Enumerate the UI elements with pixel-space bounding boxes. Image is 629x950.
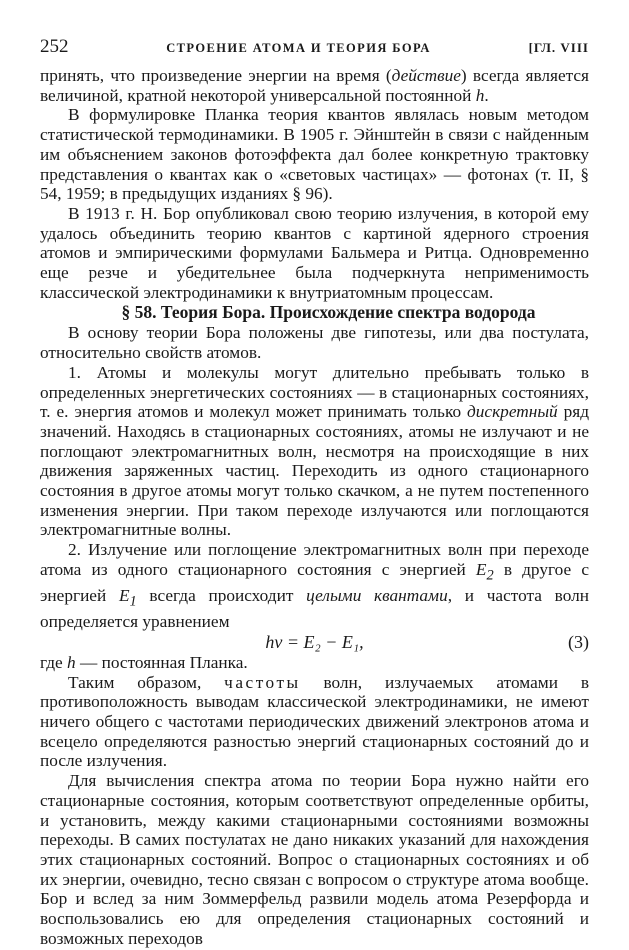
spaced-word-frequencies: частоты [224, 672, 301, 692]
symbol-h: h [475, 85, 485, 105]
running-title: СТРОЕНИЕ АТОМА И ТЕОРИЯ БОРА [166, 41, 431, 55]
symbol-e2: $E_2$ [475, 559, 494, 584]
term-action: действие [391, 66, 461, 85]
equation-lhs: hν [265, 631, 283, 652]
symbol-e1: $E_1$ [118, 586, 137, 610]
section-heading: § 58. Теория Бора. Происхождение спектра водорода [121, 302, 536, 323]
page-header [40, 36, 589, 60]
paragraph-continuation: принять, что произведение энергии на время (действие) всегда является величиной, кратной некоторой универсальной постоянной h. [40, 66, 589, 105]
symbol-h: h [67, 652, 76, 672]
paragraph-spectrum-calc: Для вычисления спектра атома по теории Бора нужно найти его стационарные состояния, которым соответствуют определенные орбиты, и установить, между какими стационарными состояниями возможны переходы. В самих постулатах не дано никаких указаний для нахождения этих стационарных состояний. Вопрос о стационарных состояниях и об их энергии, очевидно, тесно связан с вопросом о структуре атома вообще. Бор и вслед за ним Зоммерфельд развили модель атома Резерфорда и воспользовались ею для определения стационарных состояний и возможных переходов [40, 771, 589, 948]
term-discrete: дискретный [467, 402, 558, 422]
term-whole-quanta: целыми квантами [306, 586, 448, 606]
equation-number: (3) [568, 631, 589, 652]
equation-3 [40, 632, 589, 653]
chapter-reference: [ГЛ. VIII [528, 40, 589, 55]
equation-rhs: = E₂ − E₁, [282, 631, 364, 652]
paragraph-bohr-1913: В 1913 г. Н. Бор опубликовал свою теорию излучения, в которой ему удалось объединить теорию квантов с картиной ядерного строения атомов и эмпирическими формулами Бальмера и Ритца. Одновременно еще резче и убедительнее была подчеркнута неприменимость классической электродинамики к внутриатомным процессам. [40, 203, 589, 302]
paragraph-postulates-intro: В основу теории Бора положены две гипотезы, или два постулата, относительно свойств атомов. [40, 323, 589, 363]
paragraph-frequencies: Таким образом, частоты волн, излучаемых атомами в противоположность выводам классической электродинамики, не имеют ничего общего с частотами периодических движений электронов атома и всецело определяются разностью энергий стационарных состояний до и после излучения. [40, 672, 589, 771]
paragraph-postulate-1: 1. Атомы и молекулы могут длительно пребывать только в определенных энергетических состояниях — в стационарных состояниях, т. е. энергия атомов и молекул может принимать только дискретный ряд значений. Находясь в стационарных состояниях, атомы не излучают и не поглощают электромагнитных волн, несмотря на происходящие в них движения заряженных частиц. Переходить из одного стационарного состояния в другое атомы могут только скачком, а не путем постепенного изменения энергии. При таком переходе излучаются или поглощаются электромагнитные волны. [40, 362, 589, 540]
page-number: 252 [40, 36, 69, 57]
paragraph-planck-constant: где h — постоянная Планка. [40, 652, 248, 672]
paragraph-planck: В формулировке Планка теория квантов являлась новым методом статистической термодинамики. В 1905 г. Эйнштейн в связи с найденным им объяснением законов фотоэффекта дал более конкретную трактовку представления о квантах как о «световых частицах» — фотонах (т. II, § 54, 1959; в предыдущих изданиях § 96). [40, 105, 589, 204]
page-body [40, 66, 589, 948]
paragraph-postulate-2: 2. Излучение или поглощение электромагнитных волн при переходе атома из одного стационарного состояния с энергией $E_2$ в другое с энергией $E_1$ всегда происходит целыми квантами, и частота волн определяется уравнением [40, 540, 589, 632]
